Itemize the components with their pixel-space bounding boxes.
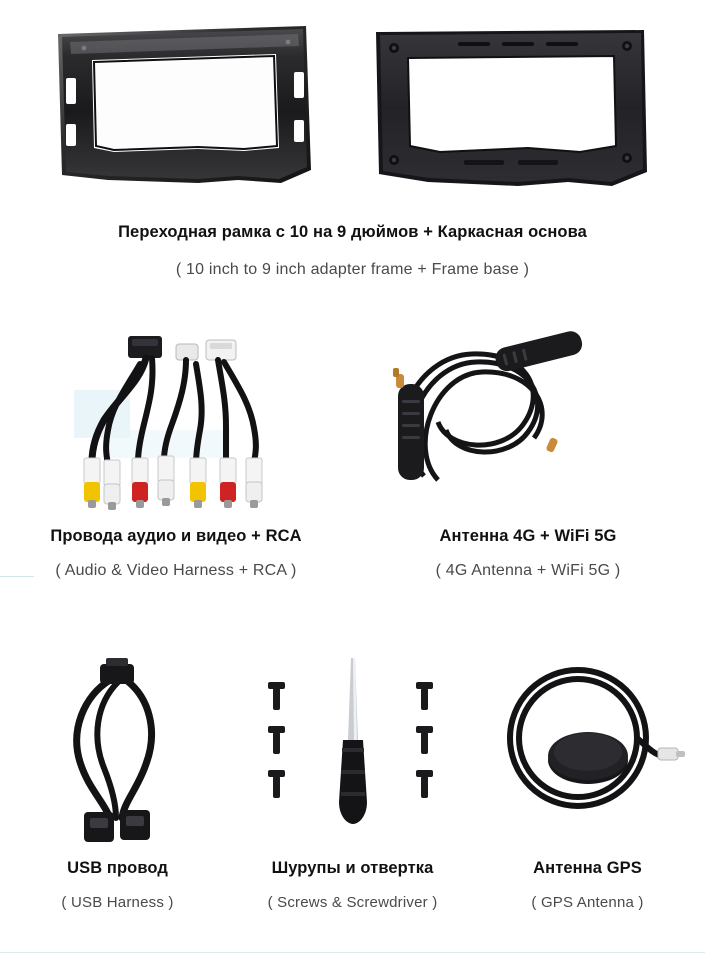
section-accessories: [0, 638, 705, 938]
item-gps-antenna: [470, 638, 705, 938]
gps-antenna-caption-ru: Антенна GPS: [533, 859, 642, 877]
screws-screwdriver-caption-ru: Шурупы и отвертка: [271, 859, 434, 877]
frame-base-matte-image: [368, 20, 653, 190]
frames-row: [0, 20, 705, 200]
scan-artifact-line-left: [0, 576, 34, 577]
usb-harness-caption-ru: USB провод: [67, 859, 168, 877]
antenna-4g-wifi-caption-en: ( 4G Antenna + WiFi 5G ): [435, 562, 621, 579]
frames-title-ru: Переходная рамка с 10 на 9 дюймов + Каркасная основа: [118, 223, 587, 241]
item-usb-harness: [0, 638, 235, 938]
adapter-frame-glossy-image: [48, 20, 318, 190]
section-frames: [0, 0, 705, 300]
usb-harness-image: [0, 652, 235, 842]
audio-video-harness-image: [0, 330, 352, 520]
frames-title-en: ( 10 inch to 9 inch adapter frame + Frame base ): [175, 261, 530, 278]
item-audio-video-harness: [0, 318, 352, 610]
usb-harness-caption-en: ( USB Harness ): [61, 894, 174, 911]
antenna-4g-wifi-caption-ru: Антенна 4G + WiFi 5G: [439, 527, 617, 545]
gps-antenna-caption-en: ( GPS Antenna ): [531, 894, 644, 911]
section-harness-antenna: [0, 318, 705, 610]
screws-screwdriver-caption-en: ( Screws & Screwdriver ): [267, 894, 438, 911]
item-screws-screwdriver: [235, 638, 470, 938]
scan-artifact-line-bottom: [0, 952, 705, 953]
audio-video-harness-caption-ru: Провода аудио и видео + RCA: [50, 527, 302, 545]
gps-antenna-image: [470, 652, 705, 842]
item-antenna-4g-wifi: [352, 318, 704, 610]
screws-screwdriver-image: [235, 652, 470, 842]
audio-video-harness-caption-en: ( Audio & Video Harness + RCA ): [55, 562, 297, 579]
antenna-4g-wifi-image: [352, 330, 704, 520]
